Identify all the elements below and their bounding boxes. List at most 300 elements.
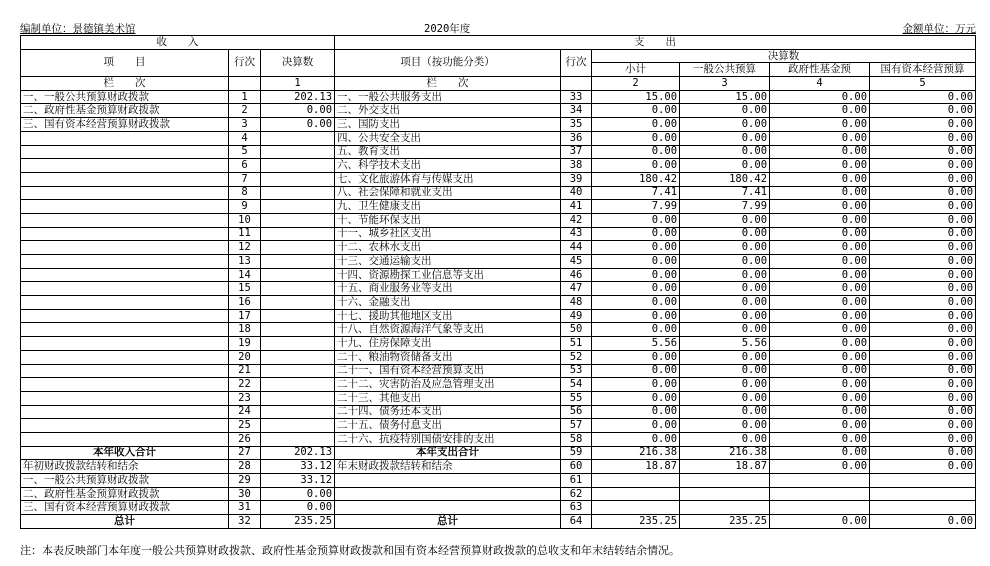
income-item [21,255,229,269]
expense-general: 0.00 [680,296,770,310]
income-line-no: 27 [229,446,261,460]
income-value: 0.00 [261,118,335,132]
final-group-header: 决算数 [592,49,976,63]
table-row [21,186,976,200]
subtotal-header: 小计 [592,63,680,77]
expense-item: 本年支出合计 [335,446,561,460]
income-line-no: 5 [229,145,261,159]
expense-subtotal: 0.00 [592,118,680,132]
income-item [21,241,229,255]
expense-item: 二十四、债务还本支出 [335,405,561,419]
expense-item: 十三、交通运输支出 [335,255,561,269]
table-row [21,131,976,145]
income-item: 年初财政拨款结转和结余 [21,460,229,474]
income-line-no: 17 [229,309,261,323]
table-row [21,268,976,282]
expense-line-no: 46 [561,268,592,282]
expense-state-capital: 0.00 [870,364,976,378]
expense-state-capital: 0.00 [870,90,976,104]
income-item [21,432,229,446]
expense-item: 十二、农林水支出 [335,241,561,255]
expense-subtotal: 7.99 [592,200,680,214]
income-line-no: 23 [229,391,261,405]
income-value: 33.12 [261,474,335,488]
income-value [261,268,335,282]
expense-item: 二十一、国有资本经营预算支出 [335,364,561,378]
expense-general: 0.00 [680,118,770,132]
line-no-header-right: 行次 [561,49,592,76]
expense-item [335,501,561,515]
expense-general: 0.00 [680,391,770,405]
expense-line-no: 64 [561,515,592,529]
expense-line-no: 38 [561,159,592,173]
expense-gov-fund: 0.00 [770,309,870,323]
item-header: 项 目 [21,49,229,76]
expense-general: 0.00 [680,104,770,118]
expense-gov-fund: 0.00 [770,460,870,474]
income-item: 三、国有资本经营预算财政拨款 [21,501,229,515]
expense-line-no: 35 [561,118,592,132]
col-1: 1 [261,77,335,91]
expense-state-capital: 0.00 [870,268,976,282]
income-line-no: 25 [229,419,261,433]
income-item [21,391,229,405]
expense-subtotal: 0.00 [592,323,680,337]
expense-gov-fund: 0.00 [770,145,870,159]
expense-subtotal: 15.00 [592,90,680,104]
income-value [261,419,335,433]
expense-line-no: 57 [561,419,592,433]
expense-subtotal: 5.56 [592,337,680,351]
fiscal-summary-table [20,35,976,529]
income-line-no: 7 [229,172,261,186]
expense-general: 235.25 [680,515,770,529]
table-row [21,213,976,227]
expense-item: 二十六、抗疫特别国债安排的支出 [335,432,561,446]
expense-header: 支 出 [335,36,976,50]
state-capital-header: 国有资本经营预算 [870,63,976,77]
expense-item: 十一、城乡社区支出 [335,227,561,241]
income-item [21,145,229,159]
table-row [21,172,976,186]
income-value [261,296,335,310]
table-row [21,391,976,405]
expense-state-capital [870,474,976,488]
expense-gov-fund: 0.00 [770,323,870,337]
expense-gov-fund [770,474,870,488]
expense-general: 0.00 [680,241,770,255]
expense-line-no: 45 [561,255,592,269]
income-item [21,323,229,337]
col-4: 4 [770,77,870,91]
expense-item: 二十三、其他支出 [335,391,561,405]
income-item [21,172,229,186]
income-value [261,350,335,364]
expense-state-capital: 0.00 [870,419,976,433]
expense-line-no: 60 [561,460,592,474]
expense-line-no: 50 [561,323,592,337]
income-line-no: 28 [229,460,261,474]
expense-line-no: 39 [561,172,592,186]
expense-general: 18.87 [680,460,770,474]
expense-state-capital: 0.00 [870,227,976,241]
expense-state-capital: 0.00 [870,255,976,269]
income-item: 本年收入合计 [21,446,229,460]
expense-item: 一、一般公共服务支出 [335,90,561,104]
expense-general [680,487,770,501]
table-row [21,255,976,269]
income-value [261,405,335,419]
expense-general: 0.00 [680,350,770,364]
expense-line-no: 61 [561,474,592,488]
expense-line-no: 56 [561,405,592,419]
income-value: 202.13 [261,90,335,104]
expense-state-capital: 0.00 [870,159,976,173]
expense-state-capital: 0.00 [870,118,976,132]
income-item [21,186,229,200]
expense-state-capital: 0.00 [870,515,976,529]
expense-gov-fund: 0.00 [770,378,870,392]
income-value: 0.00 [261,501,335,515]
table-row [21,241,976,255]
income-item: 总计 [21,515,229,529]
expense-general: 0.00 [680,309,770,323]
income-item: 二、政府性基金预算财政拨款 [21,104,229,118]
income-item [21,159,229,173]
expense-gov-fund: 0.00 [770,241,870,255]
expense-general: 15.00 [680,90,770,104]
income-value: 33.12 [261,460,335,474]
expense-item: 四、公共安全支出 [335,131,561,145]
income-line-no: 13 [229,255,261,269]
expense-item: 二十二、灾害防治及应急管理支出 [335,378,561,392]
expense-subtotal: 0.00 [592,296,680,310]
general-budget-header: 一般公共预算 [680,63,770,77]
expense-subtotal: 235.25 [592,515,680,529]
expense-line-no: 59 [561,446,592,460]
table-row [21,323,976,337]
table-row [21,501,976,515]
final-header: 决算数 [261,49,335,76]
income-value [261,145,335,159]
income-value [261,241,335,255]
income-line-no: 22 [229,378,261,392]
income-item [21,364,229,378]
expense-general: 0.00 [680,364,770,378]
expense-gov-fund: 0.00 [770,200,870,214]
lan-label-right: 栏 次 [335,77,561,91]
table-row [21,118,976,132]
expense-item: 七、文化旅游体育与传媒支出 [335,172,561,186]
expense-gov-fund: 0.00 [770,282,870,296]
expense-subtotal: 0.00 [592,241,680,255]
income-item [21,131,229,145]
expense-item: 十六、金融支出 [335,296,561,310]
income-value [261,227,335,241]
income-item [21,350,229,364]
income-value [261,172,335,186]
expense-subtotal [592,487,680,501]
expense-line-no: 40 [561,186,592,200]
expense-line-no: 36 [561,131,592,145]
expense-item: 三、国防支出 [335,118,561,132]
expense-state-capital: 0.00 [870,391,976,405]
expense-item: 十九、住房保障支出 [335,337,561,351]
expense-line-no: 51 [561,337,592,351]
expense-state-capital: 0.00 [870,446,976,460]
expense-item: 十七、援助其他地区支出 [335,309,561,323]
expense-general: 0.00 [680,323,770,337]
income-line-no: 15 [229,282,261,296]
func-item-header: 项目（按功能分类） [335,49,561,76]
table-row [21,405,976,419]
expense-line-no: 62 [561,487,592,501]
expense-subtotal: 0.00 [592,227,680,241]
income-line-no: 3 [229,118,261,132]
table-row [21,364,976,378]
col-5: 5 [870,77,976,91]
expense-subtotal: 7.41 [592,186,680,200]
table-row [21,474,976,488]
expense-item: 六、科学技术支出 [335,159,561,173]
income-item [21,405,229,419]
expense-state-capital: 0.00 [870,460,976,474]
expense-general [680,501,770,515]
expense-line-no: 42 [561,213,592,227]
expense-state-capital: 0.00 [870,200,976,214]
income-line-no: 6 [229,159,261,173]
expense-line-no: 58 [561,432,592,446]
footnote: 注：本表反映部门本年度一般公共预算财政拨款、政府性基金预算财政拨款和国有资本经营预算财政拨款的总收支和年末结转结余情况。 [20,544,680,557]
expense-general: 0.00 [680,213,770,227]
income-item [21,268,229,282]
col-2: 2 [592,77,680,91]
expense-general: 0.00 [680,145,770,159]
expense-state-capital: 0.00 [870,131,976,145]
expense-state-capital: 0.00 [870,145,976,159]
table-row [21,432,976,446]
expense-line-no: 55 [561,391,592,405]
income-item: 一、一般公共预算财政拨款 [21,90,229,104]
income-line-no: 24 [229,405,261,419]
income-value [261,131,335,145]
expense-line-no: 49 [561,309,592,323]
expense-gov-fund: 0.00 [770,131,870,145]
table-row [21,200,976,214]
expense-line-no: 41 [561,200,592,214]
expense-gov-fund: 0.00 [770,350,870,364]
reporting-unit: 编制单位：景德镇美术馆 [20,23,136,35]
expense-general [680,474,770,488]
income-item: 二、政府性基金预算财政拨款 [21,487,229,501]
expense-subtotal: 0.00 [592,145,680,159]
income-line-no: 26 [229,432,261,446]
expense-subtotal: 180.42 [592,172,680,186]
expense-gov-fund: 0.00 [770,227,870,241]
income-line-no: 20 [229,350,261,364]
expense-subtotal: 0.00 [592,159,680,173]
expense-line-no: 44 [561,241,592,255]
expense-item: 十四、资源勘探工业信息等支出 [335,268,561,282]
expense-subtotal [592,501,680,515]
table-row [21,378,976,392]
table-row [21,419,976,433]
expense-subtotal: 0.00 [592,255,680,269]
expense-subtotal: 0.00 [592,309,680,323]
income-line-no: 11 [229,227,261,241]
expense-gov-fund: 0.00 [770,90,870,104]
expense-subtotal: 0.00 [592,432,680,446]
income-value [261,432,335,446]
table-row [21,90,976,104]
table-row [21,104,976,118]
expense-subtotal: 0.00 [592,268,680,282]
expense-item: 九、卫生健康支出 [335,200,561,214]
income-header: 收 入 [21,36,335,50]
expense-general: 0.00 [680,159,770,173]
income-item [21,213,229,227]
expense-general: 0.00 [680,282,770,296]
expense-line-no: 54 [561,378,592,392]
expense-item [335,487,561,501]
income-line-no: 8 [229,186,261,200]
expense-line-no: 37 [561,145,592,159]
expense-state-capital: 0.00 [870,323,976,337]
expense-item: 五、教育支出 [335,145,561,159]
income-item: 一、一般公共预算财政拨款 [21,474,229,488]
table-row [21,296,976,310]
income-item [21,419,229,433]
income-item [21,282,229,296]
income-line-no: 31 [229,501,261,515]
gov-fund-header: 政府性基金预 [770,63,870,77]
expense-general: 216.38 [680,446,770,460]
expense-state-capital: 0.00 [870,296,976,310]
income-line-no: 32 [229,515,261,529]
expense-gov-fund: 0.00 [770,446,870,460]
income-item [21,337,229,351]
income-value [261,323,335,337]
table-row [21,460,976,474]
expense-item: 二十五、债务付息支出 [335,419,561,433]
col-3: 3 [680,77,770,91]
expense-gov-fund: 0.00 [770,391,870,405]
expense-item: 二、外交支出 [335,104,561,118]
income-value: 0.00 [261,487,335,501]
table-row [21,446,976,460]
expense-subtotal: 18.87 [592,460,680,474]
income-value: 0.00 [261,104,335,118]
expense-state-capital: 0.00 [870,241,976,255]
expense-gov-fund: 0.00 [770,296,870,310]
income-item [21,200,229,214]
expense-item: 十、节能环保支出 [335,213,561,227]
expense-gov-fund: 0.00 [770,159,870,173]
table-row [21,282,976,296]
expense-state-capital: 0.00 [870,213,976,227]
currency-unit: 金额单位：万元 [902,23,976,35]
expense-item: 十八、自然资源海洋气象等支出 [335,323,561,337]
income-value [261,378,335,392]
income-value [261,391,335,405]
income-line-no: 30 [229,487,261,501]
expense-line-no: 43 [561,227,592,241]
expense-gov-fund: 0.00 [770,172,870,186]
expense-gov-fund: 0.00 [770,432,870,446]
expense-state-capital: 0.00 [870,282,976,296]
income-line-no: 18 [229,323,261,337]
expense-subtotal: 216.38 [592,446,680,460]
table-row [21,487,976,501]
expense-item: 八、社会保障和就业支出 [335,186,561,200]
expense-state-capital: 0.00 [870,186,976,200]
expense-general: 0.00 [680,432,770,446]
income-value [261,255,335,269]
expense-general: 0.00 [680,419,770,433]
expense-item: 十五、商业服务业等支出 [335,282,561,296]
income-item [21,378,229,392]
income-line-no: 21 [229,364,261,378]
expense-item: 总计 [335,515,561,529]
expense-gov-fund: 0.00 [770,515,870,529]
expense-subtotal: 0.00 [592,364,680,378]
income-value [261,213,335,227]
income-line-no: 29 [229,474,261,488]
expense-subtotal: 0.00 [592,391,680,405]
income-item [21,309,229,323]
expense-general: 0.00 [680,378,770,392]
expense-subtotal: 0.00 [592,131,680,145]
expense-gov-fund: 0.00 [770,419,870,433]
expense-general: 0.00 [680,227,770,241]
expense-gov-fund: 0.00 [770,364,870,378]
expense-general: 7.41 [680,186,770,200]
income-value [261,337,335,351]
expense-subtotal: 0.00 [592,282,680,296]
expense-item [335,474,561,488]
income-value [261,159,335,173]
expense-subtotal [592,474,680,488]
table-row [21,227,976,241]
table-row [21,337,976,351]
expense-subtotal: 0.00 [592,419,680,433]
expense-line-no: 34 [561,104,592,118]
expense-line-no: 52 [561,350,592,364]
expense-gov-fund [770,501,870,515]
fiscal-year: 2020年度 [424,23,471,35]
expense-state-capital: 0.00 [870,172,976,186]
expense-item: 年末财政拨款结转和结余 [335,460,561,474]
income-line-no: 16 [229,296,261,310]
income-line-no: 4 [229,131,261,145]
income-item [21,227,229,241]
table-row [21,159,976,173]
expense-state-capital: 0.00 [870,350,976,364]
expense-gov-fund: 0.00 [770,213,870,227]
income-line-no: 10 [229,213,261,227]
expense-subtotal: 0.00 [592,350,680,364]
table-row [21,145,976,159]
expense-state-capital: 0.00 [870,378,976,392]
expense-general: 5.56 [680,337,770,351]
income-value [261,309,335,323]
expense-gov-fund: 0.00 [770,405,870,419]
income-value [261,186,335,200]
expense-general: 0.00 [680,405,770,419]
income-value: 235.25 [261,515,335,529]
expense-general: 7.99 [680,200,770,214]
table-row [21,515,976,529]
